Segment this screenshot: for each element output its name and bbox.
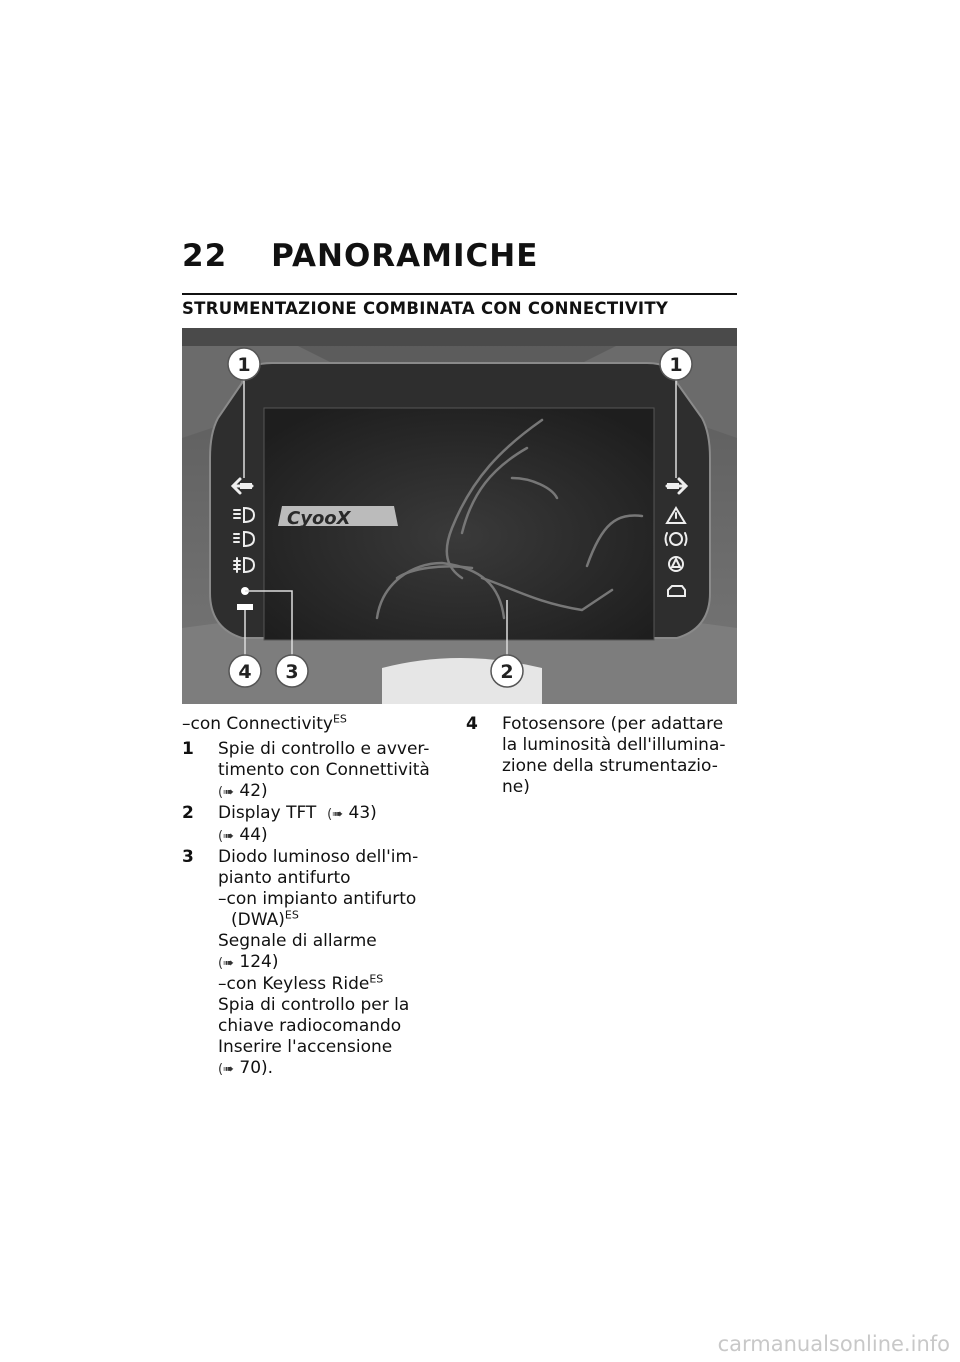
callout-4 — [229, 655, 261, 687]
page-number: 22 — [182, 238, 228, 274]
page-reference[interactable]: 44) — [239, 825, 268, 845]
svg-text:2: 2 — [500, 661, 514, 683]
reference-arrow-icon: (➠ — [218, 829, 234, 844]
es-marker: ES — [369, 972, 384, 986]
page-reference[interactable]: 124) — [239, 952, 279, 972]
svg-text:CyooX: CyooX — [287, 508, 351, 529]
legend-item-2: 2 Display TFT (➠ 43) (➠ 44) — [182, 803, 377, 845]
page-reference[interactable]: 70). — [239, 1058, 274, 1078]
chapter-title: PANORAMICHE — [271, 238, 539, 274]
legend-item-4: 4 Fotosensore (per adattare la luminosità dell'illumina- zione della strumentazio- ne) — [466, 714, 726, 797]
svg-text:3: 3 — [285, 661, 299, 683]
page-header — [182, 238, 538, 274]
reference-arrow-icon: (➠ — [218, 956, 234, 971]
callout-2 — [491, 655, 523, 687]
reference-arrow-icon: (➠ — [327, 807, 344, 822]
header-rule — [182, 293, 737, 295]
svg-text:1: 1 — [237, 354, 251, 376]
callout-1-right — [660, 348, 692, 380]
svg-text:4: 4 — [238, 661, 252, 683]
legend-right-column — [466, 714, 741, 798]
reference-arrow-icon: (➠ — [218, 785, 234, 800]
es-marker: ES — [332, 712, 347, 726]
intro-line: –con Connectivity$^{ES}$ — [182, 712, 347, 734]
svg-text:1: 1 — [669, 354, 683, 376]
reference-arrow-icon: (➠ — [218, 1062, 234, 1077]
section-title: STRUMENTAZIONE COMBINATA CON CONNECTIVITY — [182, 299, 669, 318]
legend-left-column — [182, 714, 432, 1080]
brand-logo — [278, 506, 398, 529]
watermark: carmanualsonline.info — [717, 1332, 950, 1356]
callout-3 — [276, 655, 308, 687]
legend-item-3: 3 Diodo luminoso dell'im- pianto antifurto –con impianto antifurto (DWA)$^{ES}$ Segnale di allarme (➠ 124) –con Keyless Ride$^{ES}$ Spia di controllo per la chiave radiocomando Inserire l'accensione (➠ 70). — [182, 847, 419, 1078]
instrument-cluster-figure — [182, 328, 737, 704]
legend-item-1: 1 Spie di controllo e avver- timento con Connettività (➠ 42) — [182, 739, 430, 801]
callout-1-left — [228, 348, 260, 380]
page-reference[interactable]: 42) — [239, 781, 268, 801]
es-marker: ES — [284, 908, 299, 922]
page-reference[interactable]: 43) — [348, 803, 377, 823]
photosensor — [237, 604, 253, 610]
